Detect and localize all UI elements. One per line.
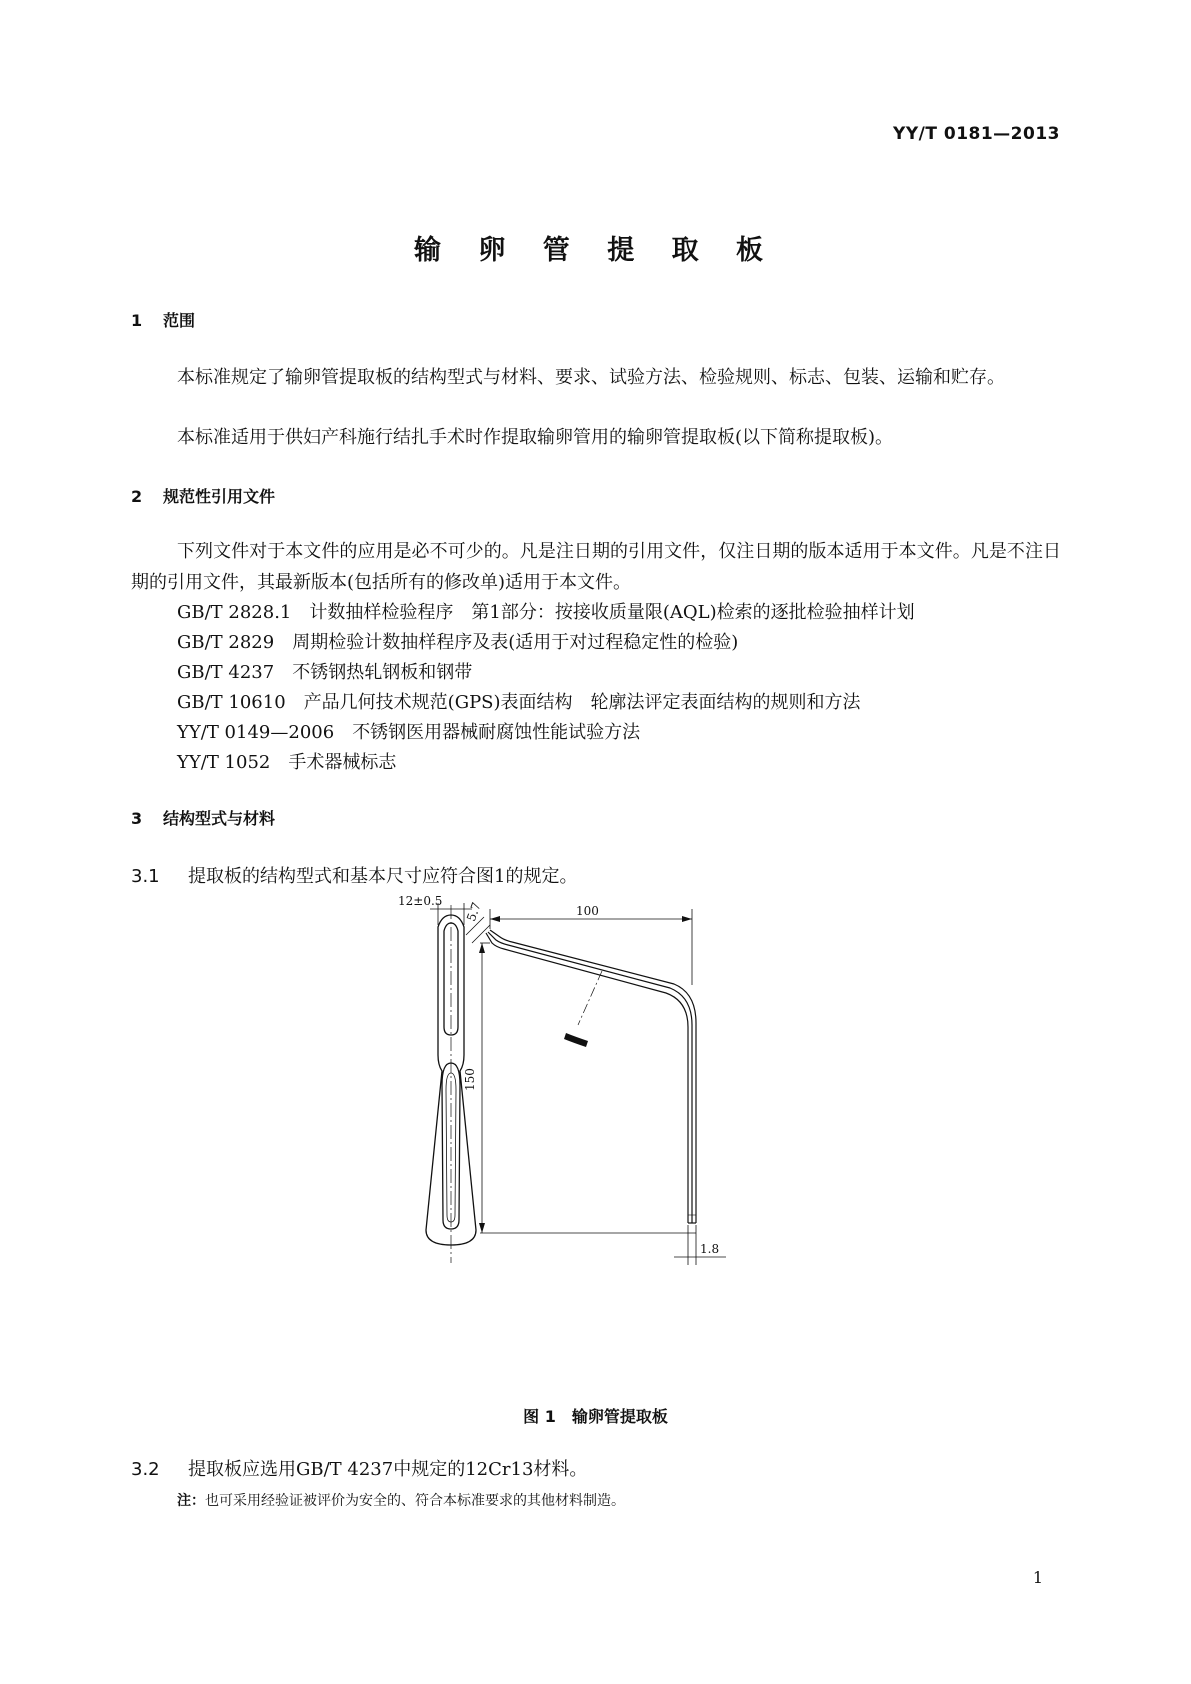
section-number: 3 (131, 809, 143, 828)
figure-caption: 图 1 输卵管提取板 (523, 1407, 668, 1426)
reference-code: YY/T 0149—2006 (177, 722, 335, 743)
reference-item (177, 748, 396, 774)
side-view-blade (486, 933, 688, 1223)
dim-height-label: 150 (463, 1068, 477, 1091)
reference-code: GB/T 2829 (177, 632, 275, 653)
scope-paragraph-1: 本标准规定了输卵管提取板的结构型式与材料、要求、试验方法、检验规则、标志、包装、运输和贮存。 (177, 367, 1005, 388)
reference-code: GB/T 10610 (177, 692, 286, 713)
reference-title: 计数抽样检验程序 第1部分：按接收质量限(AQL)检索的逐批检验抽样计划 (309, 602, 915, 623)
dim-width-label: 12±0.5 (398, 894, 443, 908)
section-2-heading (131, 484, 275, 507)
clause-3-2 (131, 1455, 587, 1481)
section-1-heading (131, 308, 195, 331)
reference-title: 产品几何技术规范(GPS)表面结构 轮廓法评定表面结构的规则和方法 (303, 692, 861, 713)
reference-code: GB/T 2828.1 (177, 602, 292, 623)
section-title: 规范性引用文件 (163, 487, 276, 506)
references-intro: 下列文件对于本文件的应用是必不可少的。凡是注日期的引用文件，仅注日期的版本适用于本文件。凡是不注日期的引用文件，其最新版本(包括所有的修改单)适用于本文件。 (131, 541, 1061, 593)
reference-title: 手术器械标志 (288, 752, 397, 773)
reference-item (177, 688, 861, 714)
note-label: 注： (177, 1493, 205, 1509)
section-title: 范围 (163, 311, 196, 330)
standard-number: YY/T 0181—2013 (893, 124, 1060, 144)
dim-length-label: 100 (576, 904, 599, 918)
note (177, 1490, 625, 1510)
reference-item (177, 598, 915, 624)
reference-title: 不锈钢医用器械耐腐蚀性能试验方法 (352, 722, 641, 743)
clause-text: 提取板的结构型式和基本尺寸应符合图1的规定。 (188, 866, 578, 887)
section-3-heading (131, 806, 275, 829)
reference-code: GB/T 4237 (177, 662, 275, 683)
scope-paragraph-2: 本标准适用于供妇产科施行结扎手术时作提取输卵管用的输卵管提取板(以下简称提取板)。 (177, 427, 894, 448)
reference-code: YY/T 1052 (177, 752, 271, 773)
section-title: 结构型式与材料 (163, 809, 276, 828)
clause-number: 3.2 (131, 1459, 160, 1480)
reference-item (177, 628, 738, 654)
document-title: 输 卵 管 提 取 板 (414, 235, 777, 266)
dim-tip-label: 5.7 (464, 900, 484, 924)
clause-text: 提取板应选用GB/T 4237中规定的12Cr13材料。 (188, 1459, 588, 1480)
page-number: 1 (1032, 1568, 1043, 1587)
clause-number: 3.1 (131, 866, 160, 887)
reference-item (177, 718, 640, 744)
dim-thickness-label: 1.8 (700, 1242, 720, 1256)
section-number: 1 (131, 311, 143, 330)
reference-title: 不锈钢热轧钢板和钢带 (292, 662, 473, 683)
figure-drawing (380, 885, 810, 1370)
reference-item (177, 658, 472, 684)
note-text: 也可采用经验证被评价为安全的、符合本标准要求的其他材料制造。 (205, 1493, 625, 1509)
reference-title: 周期检验计数抽样程序及表(适用于对过程稳定性的检验) (292, 632, 739, 653)
section-number: 2 (131, 487, 143, 506)
section-mark (564, 1033, 588, 1047)
